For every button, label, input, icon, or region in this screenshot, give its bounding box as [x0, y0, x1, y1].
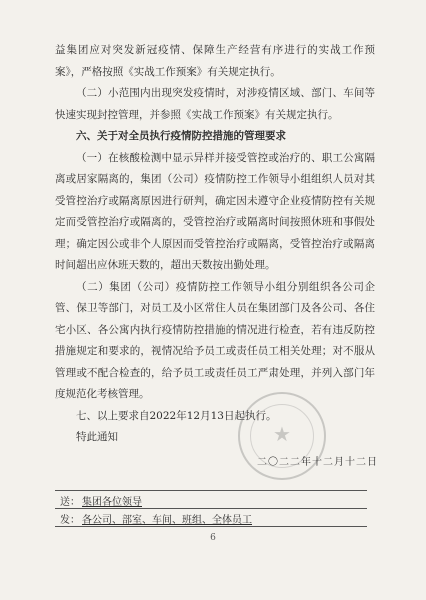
divider-top	[55, 490, 367, 491]
send-to-value: 集团各位领导	[82, 497, 142, 508]
divider-middle	[55, 508, 367, 509]
section-heading: 六、关于对全员执行疫情防控措施的管理要求	[76, 130, 286, 142]
paragraph: 特此通知	[76, 431, 118, 443]
send-label: 送：	[60, 497, 80, 508]
paragraph: （二）小范围内出现突发疫情时，对涉疫情区域、部门、车间等快速实现封控管理，并参照《实战工作预案》有关规定执行。	[55, 87, 375, 121]
issue-to-line	[60, 511, 252, 526]
issue-to-value: 各公司、部室、车间、班组、全体员工	[82, 515, 252, 526]
page-number: 6	[210, 533, 216, 543]
send-to-line	[60, 493, 142, 508]
issue-date: 二〇二二年十二月十二日	[257, 457, 378, 468]
paragraph: （一）在核酸检测中显示异样并接受管控或治疗的、职工公寓隔离或居家隔离的，集团（公司）疫情防控工作领导小组组织人员对其受管控治疗或隔离原因进行研判，确定因未遵守企业疫情防控有关规定而受管控治疗或隔离的，受管控治疗或隔离时间按照休班和事假处理；确定因公或非个人原因而受管控治疗或隔离，受管控治疗或隔离时间超出应休班天数的，超出天数按出勤处理。	[55, 151, 375, 271]
seal-star-icon: ★	[273, 422, 291, 446]
paragraph: （二）集团（公司）疫情防控工作领导小组分别组织各公司企管、保卫等部门，对员工及小区常住人员在集团部门及各公司、各住宅小区、各公寓内执行疫情防控措施的情况进行检查，若有违反防控措施规定和要求的，视情况给予员工或责任员工相关处理；对不服从管理或不配合检查的，给予员工或责任员工严肃处理，并列入部门年度规范化考核管理。	[55, 280, 375, 400]
issue-label: 发：	[60, 515, 80, 526]
paragraph: 七、以上要求自2022年12月13日起执行。	[76, 409, 277, 422]
divider-bottom	[55, 526, 367, 527]
document-body	[55, 40, 375, 449]
paragraph: 益集团应对突发新冠疫情、保障生产经营有序进行的实战工作预案》，严格按照《实战工作预案》有关规定执行。	[55, 44, 375, 78]
